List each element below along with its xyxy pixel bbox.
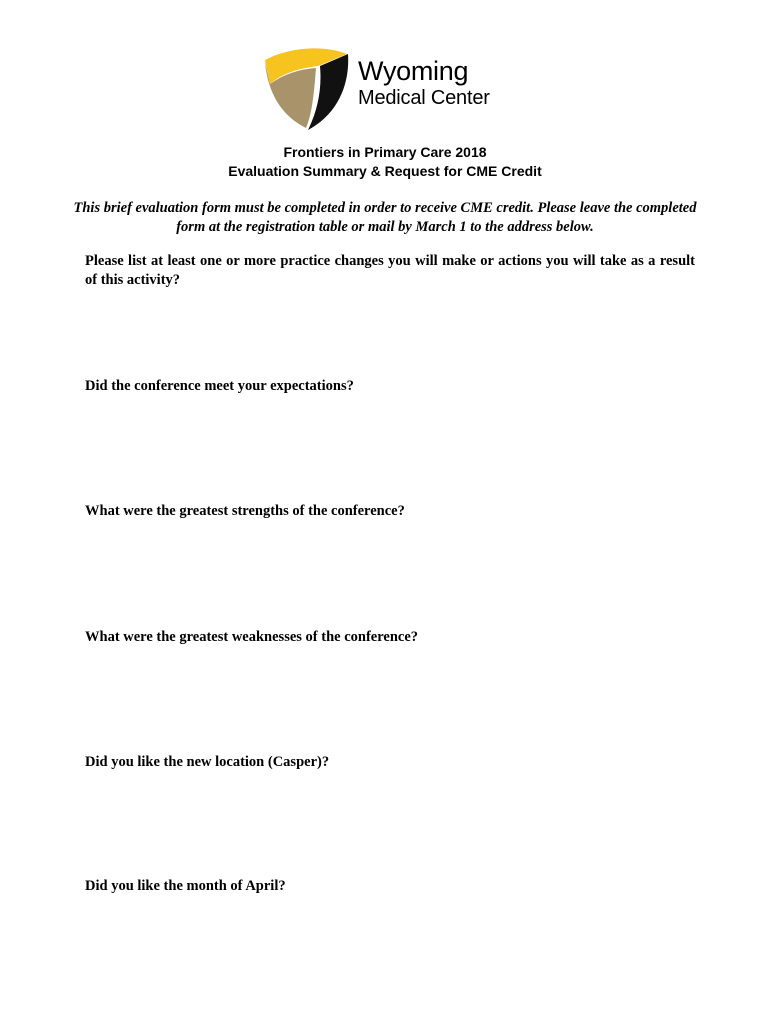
answer-area-location[interactable] <box>85 776 695 856</box>
instructions-text: This brief evaluation form must be completed in order to receive CME credit. Please leave the completed form at the registration table or mail by March 1 to the address below. <box>73 200 697 235</box>
question-location: Did you like the new location (Casper)? <box>85 754 330 770</box>
logo-wordmark: Wyoming <box>358 56 469 86</box>
logo-shield-icon <box>262 44 352 130</box>
question-month: Did you like the month of April? <box>85 878 286 894</box>
document-title: Frontiers in Primary Care 2018 <box>283 144 487 160</box>
question-weaknesses: What were the greatest weaknesses of the conference? <box>85 629 419 645</box>
answer-area-strengths[interactable] <box>85 525 695 605</box>
answer-area-expectations[interactable] <box>85 400 695 480</box>
wyoming-medical-center-logo <box>262 44 512 130</box>
document-subtitle: Evaluation Summary & Request for CME Credit <box>228 163 542 179</box>
question-expectations: Did the conference meet your expectations? <box>85 378 354 394</box>
question-strengths: What were the greatest strengths of the conference? <box>85 503 405 519</box>
question-practice-changes: Please list at least one or more practice changes you will make or actions you will take as a result of this activity? <box>85 253 695 288</box>
answer-area-practice-changes[interactable] <box>85 295 695 375</box>
logo-subtitle: Medical Center <box>358 87 490 109</box>
answer-area-weaknesses[interactable] <box>85 651 695 731</box>
answer-area-month[interactable] <box>85 900 695 980</box>
